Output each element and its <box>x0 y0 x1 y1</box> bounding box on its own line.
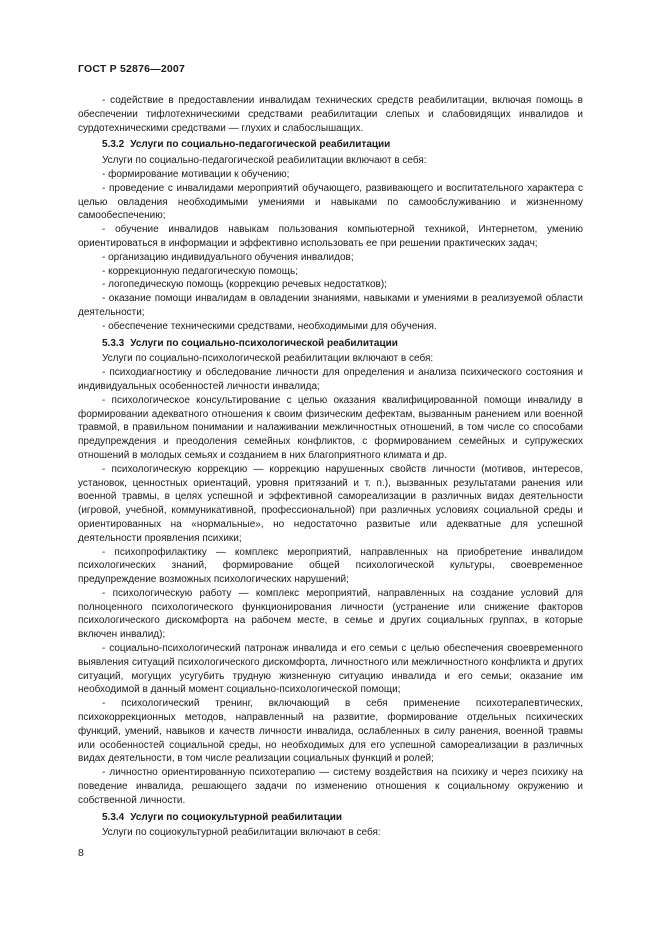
section-heading <box>78 138 583 152</box>
paragraph: Услуги по социально-педагогической реабилитации включают в себя: <box>102 155 427 167</box>
paragraph: - психопрофилактику — комплекс мероприятий, направленных на приобретение инвалидом психологических знаний, формирование общей психологической культуры, своевременное предупреждение возможных психологических нарушений; <box>78 546 583 586</box>
paragraph: - личностно ориентированную психотерапию — систему воздействия на психику и через психику на поведение инвалида, решающего задачи по изменению отношения к социальному окружению и собственной личности. <box>78 767 583 806</box>
paragraph: - логопедическую помощь (коррекцию речевых недостатков); <box>102 279 387 291</box>
paragraph: - психологическое консультирование с целью оказания квалифицированной помощи инвалиду в формировании адекватного отношения к своим физическим дефектам, вызванным ранением или военной травмой, в правильном понимании и налаживании межличностных отношений, в том числе со способами предупреждения и преодоления семейных конфликтов, с формированием семейных и супружеских отношений в молодых семьях и созданием в них благоприятного климата и др. <box>78 394 583 461</box>
paragraph: - социально-психологический патронаж инвалида и его семьи с целью обеспечения своевременного выявления ситуаций психологического дискомфорта, личностного или межличностного конфликта и других ситуаций, могущих усугубить трудную жизненную ситуацию инвалида и его семьи; оказание им необходимой в данный момент социально-психологической помощи; <box>78 643 583 696</box>
section-title: Услуги по социокультурной реабилитации <box>130 811 343 823</box>
paragraph: - обучение инвалидов навыкам пользования компьютерной техникой, Интернетом, умению ориентироваться в информации и эффективно использовать ее при решении практических задач; <box>78 224 583 249</box>
paragraph: - психологическую коррекцию — коррекцию нарушенных свойств личности (мотивов, интересов, установок, ценностных ориентаций, уровня притязаний и т. п.), вызванных результатами ранения или военной травмы, в целях успешной и эффективной самореализации в различных видах деятельности (игровой, учебной, коммуникативной, профессиональной) при различных условиях социальной среды и ориентированных на «нормальные», но недостаточно развитые или адекватные для успешной деятельности проявления психики; <box>78 463 583 544</box>
standard-header: ГОСТ Р 52876—2007 <box>78 63 186 75</box>
paragraph: - коррекционную педагогическую помощь; <box>102 265 298 277</box>
paragraph: - содействие в предоставлении инвалидам технических средств реабилитации, включая помощь в обеспечении тифлотехническими средствами реабилитации слепых и слабовидящих инвалидов и сурдотехническими средствами — глухих и слабослышащих. <box>78 95 583 134</box>
page-number: 8 <box>78 847 84 859</box>
paragraph: - психодиагностику и обследование личности для определения и анализа психического состояния и индивидуальных особенностей личности инвалида; <box>78 367 583 392</box>
section-title: Услуги по социально-психологической реабилитации <box>130 337 398 349</box>
paragraph: - проведение с инвалидами мероприятий обучающего, развивающего и воспитательного характера с целью овладения необходимыми умениями и навыками по самообслуживанию и жизненному самообеспечению; <box>78 182 583 222</box>
paragraph: - обеспечение техническими средствами, необходимыми для обучения. <box>102 320 437 332</box>
section-heading <box>78 811 583 825</box>
paragraph: - формирование мотивации к обучению; <box>102 168 290 180</box>
section-title: Услуги по социально-педагогической реабилитации <box>130 139 391 151</box>
paragraph: - оказание помощи инвалидам в овладении знаниями, навыками и умениями в реализуемой области деятельности; <box>78 293 583 318</box>
paragraph: - организацию индивидуального обучения инвалидов; <box>102 251 354 263</box>
paragraph: - психологический тренинг, включающий в себя применение психотерапевтических, психокоррекционных методов, направленный на развитие, формирование отдельных психических функций, умений, навыков и качеств личности инвалида, ослабленных в силу ранения, военной травмы или особенностей социальной среды, но необходимых для его успешной самореализации в различных видах деятельности, в том числе реализации социальных функций и ролей; <box>78 698 583 765</box>
section-number: 5.3.4 <box>102 811 125 823</box>
paragraph: - психологическую работу — комплекс мероприятий, направленных на создание условий для полноценного психологического функционирования личности (устранение или снижение факторов психологического дискомфорта на рабочем месте, в семье и других социальных группах, в которые включен инвалид); <box>78 587 583 641</box>
paragraph: Услуги по социально-психологической реабилитации включают в себя: <box>102 353 434 365</box>
section-number: 5.3.2 <box>102 139 125 151</box>
section-number: 5.3.3 <box>102 337 125 349</box>
paragraph: Услуги по социокультурной реабилитации включают в себя: <box>102 827 381 839</box>
document-body <box>78 94 583 840</box>
section-heading <box>78 337 583 351</box>
